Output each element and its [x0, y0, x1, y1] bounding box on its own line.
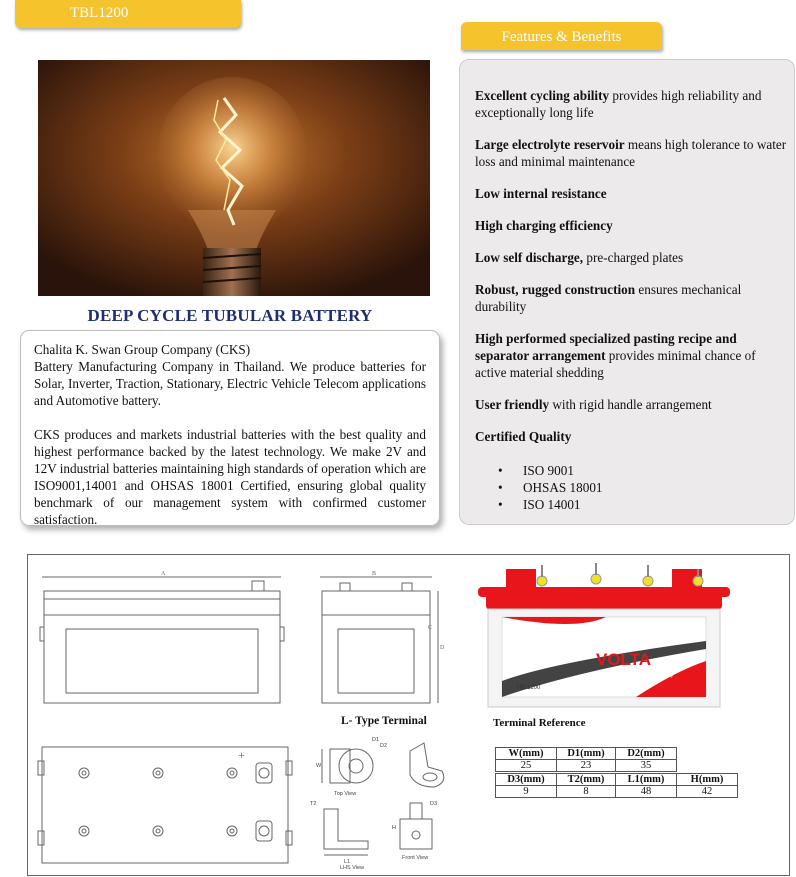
table-header: T2(mm) — [557, 774, 616, 786]
battery-front-view-drawing — [36, 569, 286, 709]
certification-item: • ISO 9001 — [498, 463, 574, 478]
terminal-reference-label: Terminal Reference — [493, 717, 586, 729]
table-cell: 35 — [616, 760, 677, 772]
terminal-type-label: L- Type Terminal — [341, 715, 427, 727]
feature-item: User friendly with rigid handle arrangement — [475, 397, 712, 412]
table-cell: 23 — [557, 760, 616, 772]
svg-text:LHS View: LHS View — [340, 865, 365, 871]
table-header: L1(mm) — [616, 774, 677, 786]
table-cell: 25 — [496, 760, 557, 772]
feature-item: Large electrolyte reservoir means high tolerance to water loss and minimal maintenance — [475, 137, 787, 169]
svg-text:D1: D1 — [372, 737, 380, 743]
svg-text:D2: D2 — [380, 743, 388, 749]
table-header: D3(mm) — [496, 774, 557, 786]
svg-text:B: B — [372, 571, 377, 577]
svg-text:+: + — [238, 748, 245, 762]
feature-item: Excellent cycling ability provides high reliability and exceptionally long life — [475, 88, 762, 120]
terminal-dimensions-table-2 — [495, 773, 738, 798]
feature-item: Robust, rugged construction ensures mechanical durability — [475, 282, 742, 314]
svg-text:L1: L1 — [344, 859, 351, 865]
l-type-terminal-drawing — [306, 731, 476, 871]
feature-item: High charging efficiency — [475, 218, 613, 233]
intro-panel — [20, 330, 440, 526]
battery-product-image — [476, 561, 734, 709]
certification-item: • OHSAS 18001 — [498, 480, 603, 495]
company-name: Chalita K. Swan Group Company (CKS) — [34, 342, 251, 357]
certification-item: • ISO 14001 — [498, 497, 581, 512]
certification-list — [475, 462, 788, 513]
table-header: D2(mm) — [616, 748, 677, 760]
svg-text:H: H — [392, 825, 396, 831]
certified-title: Certified Quality — [475, 429, 572, 444]
battery-top-view-drawing — [36, 741, 296, 869]
svg-text:W: W — [316, 763, 322, 769]
svg-text:Top View: Top View — [334, 791, 357, 797]
table-cell: 42 — [677, 786, 738, 798]
table-header: W(mm) — [496, 748, 557, 760]
intro-description: CKS produces and markets industrial batteries with the best quality and highest performance backed by the latest technology. We make 2V and 12V industrial batteries maintaining high standards of operation which are ISO9001,14001 and OHSAS 18001 Certified, ensuring global quality benchmark of our management system with confirmed customer satisfaction. — [34, 427, 426, 527]
table-cell: 8 — [557, 786, 616, 798]
svg-text:Deep Cycle Tubular Battery: Deep Cycle Tubular Battery — [624, 673, 673, 678]
svg-text:T2: T2 — [310, 801, 317, 807]
svg-text:D: D — [440, 645, 445, 651]
battery-side-view-drawing — [316, 569, 446, 709]
technical-drawing-panel — [27, 554, 790, 876]
model-tab: TBL1200 — [15, 0, 241, 28]
page-heading: DEEP CYCLE TUBULAR BATTERY — [87, 306, 373, 325]
light-bulb-image — [38, 60, 430, 296]
svg-text:D3: D3 — [430, 801, 438, 807]
svg-text:C: C — [428, 625, 433, 631]
table-cell: 48 — [616, 786, 677, 798]
table-header: H(mm) — [677, 774, 738, 786]
feature-item: Low internal resistance — [475, 186, 607, 201]
terminal-dimensions-table — [495, 747, 677, 772]
table-header: D1(mm) — [557, 748, 616, 760]
intro-text: Battery Manufacturing Company in Thailand. We produce batteries for Solar, Inverter, Traction, Stationary, Electric Vehicle Telecom applications and Automotive battery. — [34, 359, 426, 408]
table-cell: 9 — [496, 786, 557, 798]
feature-item: Low self discharge, pre-charged plates — [475, 250, 684, 265]
feature-item: High performed specialized pasting recipe and separator arrangement provides minimal chance of active material shedding — [475, 331, 756, 380]
svg-text:Front View: Front View — [402, 855, 429, 861]
features-tab: Features & Benefits — [461, 22, 662, 50]
svg-text:A: A — [161, 571, 166, 577]
features-panel — [459, 59, 795, 525]
svg-text:VOLTA: VOLTA — [596, 650, 652, 669]
svg-text:TBL1200: TBL1200 — [516, 685, 541, 691]
